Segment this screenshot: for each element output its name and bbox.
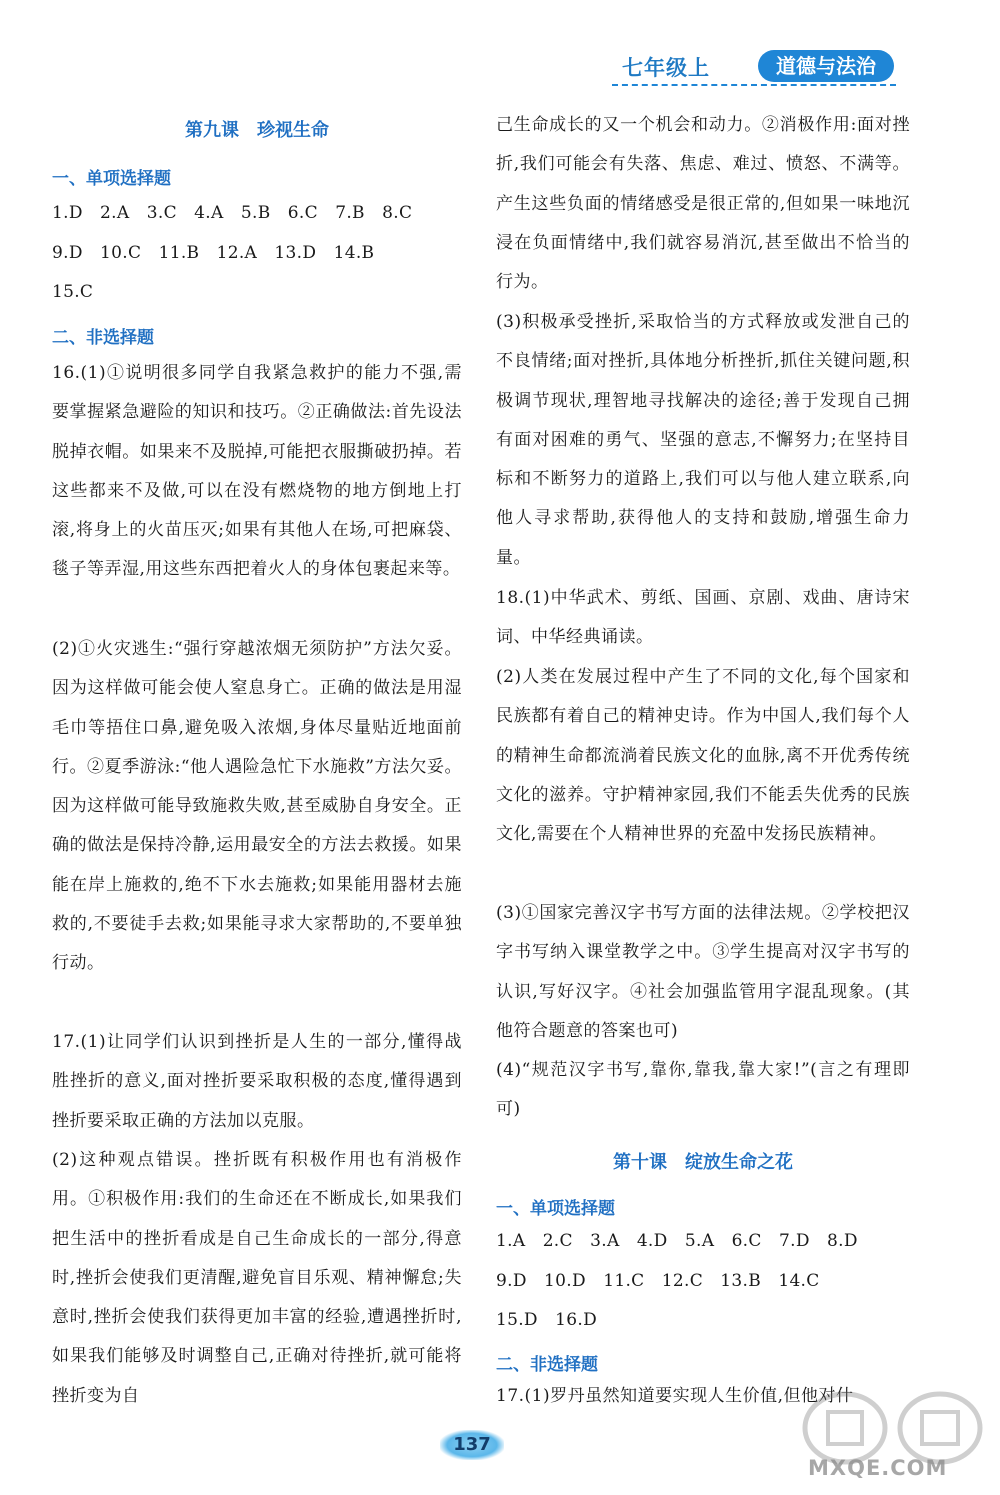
answer-16-2: (2)①火灾逃生:“强行穿越浓烟无须防护”方法欠妥。因为这样做可能会使人窒息身亡。正确的做法是用湿毛巾等捂住口鼻,避免吸入浓烟,身体尽量贴近地面前行。②夏季游泳:“他人遇险急忙下水施救”方法欠妥。因为这样做可能导致施救失败,甚至威胁自身安全。正确的做法是保持冷静,运用最安全的方法去救援。如果能在岸上施救的,绝不下水去施救;如果能用器材去施救的,不要徒手去救;如果能寻求大家帮助的,不要单独行动。	[52, 639, 462, 974]
lesson-9-title: 第九课 珍视生命	[185, 120, 329, 141]
non-choice-heading: 二、非选择题	[52, 328, 154, 348]
subject-badge: 道德与法治	[758, 50, 894, 82]
single-choice-heading-10: 一、单项选择题	[496, 1199, 615, 1219]
answer-18-1: 18.(1)中华武术、剪纸、国画、京剧、戏曲、唐诗宋词、中华经典诵读。	[496, 588, 910, 648]
answer-17-1: 17.(1)让同学们认识到挫折是人生的一部分,懂得战胜挫折的意义,面对挫折要采取积极的态度,懂得遇到挫折要采取正确的方法加以克服。	[52, 1032, 462, 1131]
answer-17-2: (2)这种观点错误。挫折既有积极作用也有消极作用。①积极作用:我们的生命还在不断成长,如果我们把生活中的挫折看成是自己生命成长的一部分,得意时,挫折会使我们更清醒,避免盲目乐观、精神懈怠;失意时,挫折会使我们获得更加丰富的经验,遭遇挫折时,如果我们能够及时调整自己,正确对待挫折,就可能将挫折变为自	[52, 1150, 462, 1406]
answer-18-3: (3)①国家完善汉字书写方面的法律法规。②学校把汉字书写纳入课堂教学之中。③学生提高对汉字书写的认识,写好汉字。④社会加强监管用字混乱现象。(其他符合题意的答案也可)	[496, 903, 910, 1041]
page-number: 137	[440, 1430, 504, 1460]
non-choice-heading-10: 二、非选择题	[496, 1355, 598, 1375]
header-grade: 七年级上	[622, 56, 710, 80]
answer-17-2-continued: 己生命成长的又一个机会和动力。②消极作用:面对挫折,我们可能会有失落、焦虑、难过、愤怒、不满等。产生这些负面的情绪感受是很正常的,但如果一味地沉浸在负面情绪中,我们就容易消沉,甚至做出不恰当的行为。	[496, 115, 910, 293]
answer-17-3: (3)积极承受挫折,采取恰当的方式释放或发泄自己的不良情绪;面对挫折,具体地分析挫折,抓住关键问题,积极调节现状,理智地寻找解决的途径;善于发现自己拥有面对困难的勇气、坚强的意志,不懈努力;在坚持目标和不断努力的道路上,我们可以与他人建立联系,向他人寻求帮助,获得他人的支持和鼓励,增强生命力量。	[496, 312, 910, 568]
answer-16-1: 16.(1)①说明很多同学自我紧急救护的能力不强,需要掌握紧急避险的知识和技巧。②正确做法:首先设法脱掉衣帽。如果来不及脱掉,可能把衣服撕破扔掉。若这些都来不及做,可以在没有燃烧物的地方倒地上打滚,将身上的火苗压灭;如果有其他人在场,可把麻袋、毯子等弄湿,用这些东西把着火人的身体包裹起来等。	[52, 363, 462, 580]
single-choice-answers: 1.D 2.A 3.C 4.A 5.B 6.C 7.B 8.C 9.D 10.C 11.B 12.A 13.D 14.B 15.C	[52, 203, 413, 302]
lesson-10-title: 第十课 绽放生命之花	[613, 1152, 793, 1173]
single-choice-answers-10: 1.A 2.C 3.A 4.D 5.A 6.C 7.D 8.D 9.D 10.D 11.C 12.C 13.B 14.C 15.D 16.D	[496, 1231, 858, 1330]
answer-18-2: (2)人类在发展过程中产生了不同的文化,每个国家和民族都有着自己的精神史诗。作为中国人,我们每个人的精神生命都流淌着民族文化的血脉,离不开优秀传统文化的滋养。守护精神家园,我们不能丢失优秀的民族文化,需要在个人精神世界的充盈中发扬民族精神。	[496, 667, 910, 845]
answer-10-17-1: 17.(1)罗丹虽然知道要实现人生价值,但他对什	[496, 1386, 854, 1406]
watermark-text: MXQE.COM	[808, 1456, 948, 1480]
answer-18-4: (4)“规范汉字书写,靠你,靠我,靠大家!”(言之有理即可)	[496, 1060, 910, 1120]
header-divider	[612, 84, 896, 86]
single-choice-heading: 一、单项选择题	[52, 169, 171, 189]
